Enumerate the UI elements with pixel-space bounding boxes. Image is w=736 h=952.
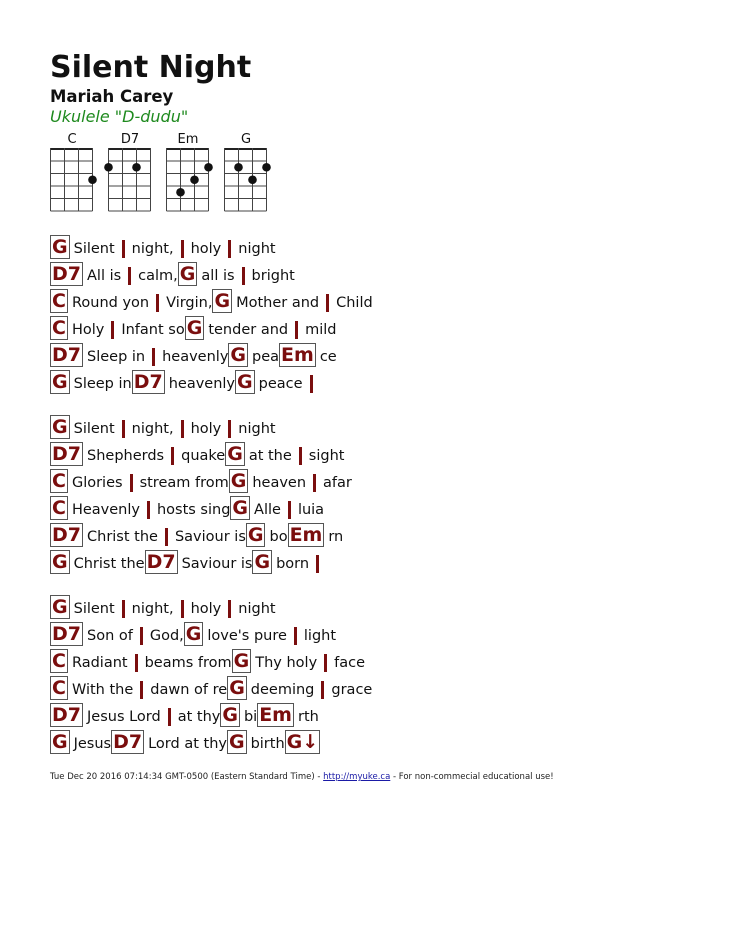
chord-symbol: G — [52, 731, 68, 753]
lyric-text: Infant so — [121, 322, 185, 338]
footer-note — [50, 772, 554, 782]
lyric-line — [50, 259, 373, 286]
chord-diagrams — [50, 132, 290, 214]
lyric-text: Holy — [71, 322, 105, 338]
lyric-line — [50, 466, 373, 493]
lyric-line — [50, 313, 373, 340]
lyric-text: Mother and — [236, 295, 320, 311]
lyric-text: With the — [71, 682, 134, 698]
lyric-segment — [221, 240, 275, 259]
chord-diagram-em — [166, 132, 210, 214]
lyric-segment — [252, 550, 309, 574]
lyric-segment — [50, 703, 161, 727]
lyric-line — [50, 547, 373, 574]
beat-bar — [299, 447, 302, 465]
lyric-segment — [174, 600, 222, 619]
beat-bar — [181, 240, 184, 258]
lyric-text: heavenly — [162, 349, 229, 365]
lyric-line — [50, 592, 373, 619]
lyric-segment — [50, 523, 158, 547]
lyric-text: Thy holy — [255, 655, 318, 671]
lyric-line — [50, 493, 373, 520]
lyric-segment — [164, 447, 225, 466]
fretboard-nut — [50, 148, 93, 150]
lyric-text: at thy — [177, 709, 221, 725]
chord-symbol: C — [52, 470, 66, 492]
lyric-text: Saviour is — [174, 529, 246, 545]
chord-symbol: G — [52, 371, 68, 393]
lyric-segment — [111, 730, 227, 754]
lyric-text: rn — [328, 529, 344, 545]
beat-bar — [128, 267, 131, 285]
beat-bar — [310, 375, 313, 393]
lyric-text: all is — [201, 268, 235, 284]
lyric-line — [50, 727, 373, 754]
lyric-text: bi — [243, 709, 258, 725]
strum-pattern: Ukulele "D-dudu" — [50, 107, 189, 126]
lyric-segment — [174, 420, 222, 439]
lyric-text: bright — [251, 268, 295, 284]
lyric-text: Sleep in — [73, 376, 132, 392]
lyric-text: deeming — [250, 682, 315, 698]
beat-bar — [324, 654, 327, 672]
lyric-line — [50, 646, 373, 673]
lyric-segment — [50, 415, 115, 439]
lyric-text: pea — [252, 349, 280, 365]
chord-diagram-c — [50, 132, 94, 214]
lyric-text: holy — [190, 601, 222, 617]
lyric-line — [50, 340, 373, 367]
lyric-text: Jesus — [73, 736, 112, 752]
beat-bar — [321, 681, 324, 699]
lyric-segment — [133, 627, 184, 646]
lyric-text: calm, — [138, 268, 178, 284]
footer-timestamp: Tue Dec 20 2016 07:14:34 GMT-0500 (Eastern Standard Time) - — [50, 772, 324, 782]
chord-symbol: D7 — [52, 704, 81, 726]
chord-symbol: G — [179, 263, 196, 285]
lyric-segment — [285, 730, 325, 754]
lyric-text: light — [303, 628, 337, 644]
lyric-text: dawn of re — [150, 682, 228, 698]
finger-dot — [176, 188, 185, 197]
lyric-line — [50, 700, 373, 727]
lyric-segment — [50, 343, 145, 367]
lyric-segment — [287, 627, 336, 646]
fretboard-nut — [224, 148, 267, 150]
beat-bar — [181, 600, 184, 618]
lyric-text: beams from — [144, 655, 232, 671]
finger-dot — [132, 163, 141, 172]
lyric-segment — [115, 240, 174, 259]
lyric-segment — [50, 262, 121, 286]
lyric-segment — [220, 703, 257, 727]
lyric-segment — [140, 501, 230, 520]
lyric-segment — [306, 474, 352, 493]
lyric-line — [50, 520, 373, 547]
lyrics-sheet — [50, 232, 373, 772]
chord-symbol: D7 — [133, 371, 163, 393]
chord-symbol: G — [233, 650, 250, 672]
chord-symbol: G — [228, 731, 245, 753]
lyric-segment — [221, 600, 275, 619]
lyric-segment — [104, 321, 184, 340]
lyric-segment — [281, 501, 324, 520]
beat-bar — [168, 708, 171, 726]
lyric-text: grace — [331, 682, 373, 698]
lyric-text: bo — [269, 529, 288, 545]
lyric-segment — [229, 469, 306, 493]
chord-symbol: D7 — [113, 731, 143, 753]
lyric-text: Alle — [254, 502, 281, 518]
finger-dot — [190, 175, 199, 184]
finger-dot — [248, 175, 257, 184]
chord-symbol: C — [52, 650, 66, 672]
chord-symbol: G — [230, 344, 247, 366]
lyric-segment — [132, 370, 235, 394]
lyric-text: quake — [181, 448, 226, 464]
chord-symbol: G — [229, 677, 245, 699]
footer-link[interactable]: http://myuke.ca — [323, 772, 391, 782]
lyric-line — [50, 619, 373, 646]
lyric-segment — [50, 370, 132, 394]
lyric-segment — [221, 420, 275, 439]
lyric-segment — [279, 343, 337, 367]
lyric-segment — [115, 600, 174, 619]
beat-bar — [181, 420, 184, 438]
beat-bar — [313, 474, 316, 492]
lyric-text: Jesus Lord — [87, 709, 161, 725]
lyric-segment — [50, 469, 123, 493]
lyric-line — [50, 673, 373, 700]
chord-diagram-g — [224, 132, 268, 214]
stanza — [50, 592, 373, 754]
lyric-text: Child — [336, 295, 373, 311]
lyric-text: Silent — [73, 241, 115, 257]
fretboard-nut — [108, 148, 151, 150]
lyric-text: holy — [190, 241, 222, 257]
finger-dot — [234, 163, 243, 172]
beat-bar — [165, 528, 168, 546]
lyric-line — [50, 439, 373, 466]
lyric-segment — [50, 622, 133, 646]
lyric-text: night — [238, 421, 276, 437]
lyric-segment — [50, 442, 164, 466]
chord-symbol: G — [214, 290, 231, 312]
song-artist: Mariah Carey — [50, 87, 174, 106]
lyric-text: ce — [319, 349, 337, 365]
lyric-text: heavenly — [168, 376, 236, 392]
chord-symbol: C — [52, 677, 66, 699]
lyric-segment — [158, 528, 246, 547]
stanza — [50, 232, 373, 394]
lyric-segment — [227, 676, 314, 700]
lyric-text: night, — [131, 421, 174, 437]
chord-symbol: G — [227, 443, 243, 465]
fretboard-grid — [224, 148, 268, 215]
lyric-text: Round yon — [71, 295, 150, 311]
chord-symbol: G — [52, 416, 68, 438]
lyric-segment — [314, 681, 372, 700]
finger-dot — [88, 175, 97, 184]
beat-bar — [228, 240, 231, 258]
lyric-segment — [246, 523, 288, 547]
lyric-segment — [319, 294, 373, 313]
beat-bar — [140, 627, 143, 645]
lyric-text: Son of — [87, 628, 133, 644]
lyric-segment — [50, 496, 140, 520]
lyric-text: Shepherds — [87, 448, 165, 464]
chord-diagram-d7 — [108, 132, 152, 214]
chord-diagram-label: Em — [177, 132, 199, 147]
chord-symbol: Em — [281, 344, 314, 366]
lyric-text: at the — [248, 448, 292, 464]
lyric-segment — [50, 289, 149, 313]
beat-bar — [295, 321, 298, 339]
lyric-text: rth — [297, 709, 319, 725]
beat-bar — [242, 267, 245, 285]
lyric-segment — [185, 316, 288, 340]
lyric-line — [50, 412, 373, 439]
finger-dot — [204, 163, 213, 172]
lyric-segment — [303, 376, 320, 394]
chord-symbol: G — [52, 551, 68, 573]
chord-symbol: C — [52, 290, 66, 312]
finger-dot — [262, 163, 271, 172]
chord-symbol: Em — [289, 524, 323, 546]
lyric-segment — [212, 289, 319, 313]
lyric-segment — [133, 681, 227, 700]
beat-bar — [228, 420, 231, 438]
chord-diagram-label: G — [240, 132, 252, 147]
lyric-text: born — [276, 556, 310, 572]
chord-symbol: D7 — [52, 344, 81, 366]
beat-bar — [288, 501, 291, 519]
lyric-text: night — [238, 241, 276, 257]
lyric-segment — [235, 370, 303, 394]
chord-symbol: G — [237, 371, 253, 393]
chord-symbol: Em — [259, 704, 292, 726]
lyric-text: holy — [190, 421, 222, 437]
lyric-segment — [184, 622, 287, 646]
lyric-segment — [50, 730, 111, 754]
chord-symbol: G — [232, 497, 249, 519]
lyric-segment — [123, 474, 229, 493]
lyric-segment — [50, 649, 128, 673]
lyric-text: luia — [297, 502, 325, 518]
lyric-segment — [50, 595, 115, 619]
chord-symbol: G↓ — [286, 731, 319, 753]
beat-bar — [147, 501, 150, 519]
chord-symbol: D7 — [52, 623, 81, 645]
chord-symbol: C — [52, 497, 66, 519]
lyric-text: tender and — [208, 322, 289, 338]
lyric-text: Sleep in — [87, 349, 146, 365]
lyric-segment — [161, 708, 221, 727]
fretboard-grid — [108, 148, 152, 215]
fretboard-nut — [166, 148, 209, 150]
beat-bar — [111, 321, 114, 339]
lyric-text: stream from — [139, 475, 229, 491]
finger-dot — [104, 163, 113, 172]
lyric-text: Saviour is — [181, 556, 253, 572]
lyric-text: Lord at thy — [148, 736, 227, 752]
beat-bar — [316, 555, 319, 573]
beat-bar — [130, 474, 133, 492]
beat-bar — [152, 348, 155, 366]
lyric-segment — [174, 240, 222, 259]
lyric-segment — [235, 267, 295, 286]
lyric-text: Christ the — [87, 529, 158, 545]
chord-symbol: D7 — [52, 443, 81, 465]
lyric-segment — [230, 496, 281, 520]
lyric-line — [50, 367, 373, 394]
chord-symbol: G — [230, 470, 247, 492]
lyric-segment — [145, 348, 228, 367]
lyric-segment — [288, 321, 336, 340]
lyric-segment — [121, 267, 178, 286]
chord-symbol: G — [247, 524, 264, 546]
chord-diagram-label: D7 — [120, 132, 140, 147]
beat-bar — [122, 240, 125, 258]
beat-bar — [228, 600, 231, 618]
beat-bar — [326, 294, 329, 312]
beat-bar — [135, 654, 138, 672]
chord-symbol: G — [52, 236, 68, 258]
beat-bar — [122, 600, 125, 618]
lyric-text: Christ the — [73, 556, 145, 572]
lyric-text: mild — [305, 322, 337, 338]
lyric-text: sight — [308, 448, 345, 464]
lyric-segment — [288, 523, 344, 547]
lyric-text: face — [334, 655, 366, 671]
lyric-segment — [50, 316, 104, 340]
lyric-text: All is — [87, 268, 122, 284]
chord-symbol: G — [254, 551, 271, 573]
lyric-segment — [128, 654, 232, 673]
lyric-segment — [257, 703, 319, 727]
chord-symbol: C — [52, 317, 66, 339]
lyric-segment — [178, 262, 235, 286]
lyric-segment — [225, 442, 292, 466]
footer-license: - For non-commecial educational use! — [390, 772, 554, 782]
chord-symbol: D7 — [146, 551, 176, 573]
lyric-text: Silent — [73, 421, 115, 437]
chord-symbol: G — [222, 704, 238, 726]
chord-symbol: G — [186, 317, 203, 339]
lyric-segment — [50, 676, 133, 700]
lyric-segment — [232, 649, 318, 673]
lyric-text: night, — [131, 601, 174, 617]
lyric-text: love's pure — [207, 628, 287, 644]
lyric-segment — [317, 654, 365, 673]
beat-bar — [171, 447, 174, 465]
beat-bar — [294, 627, 297, 645]
lyric-text: Virgin, — [166, 295, 213, 311]
lyric-segment — [292, 447, 345, 466]
chord-symbol: D7 — [52, 524, 81, 546]
lyric-text: heaven — [252, 475, 307, 491]
lyric-segment — [228, 343, 279, 367]
stanza — [50, 412, 373, 574]
lyric-segment — [115, 420, 174, 439]
lyric-segment — [145, 550, 253, 574]
chord-diagram-label: C — [67, 132, 77, 147]
lyric-text: afar — [323, 475, 352, 491]
beat-bar — [156, 294, 159, 312]
lyric-text: Glories — [71, 475, 123, 491]
lyric-text: night, — [131, 241, 174, 257]
lyric-text: hosts sing — [156, 502, 231, 518]
song-title: Silent Night — [50, 50, 252, 85]
lyric-text: birth — [250, 736, 285, 752]
lyric-segment — [309, 556, 326, 574]
lyric-text: Silent — [73, 601, 115, 617]
lyric-segment — [149, 294, 212, 313]
lyric-text: Heavenly — [71, 502, 140, 518]
fretboard-grid — [50, 148, 94, 215]
lyric-text: Radiant — [71, 655, 128, 671]
lyric-segment — [50, 550, 145, 574]
fretboard-grid — [166, 148, 210, 215]
lyric-text: peace — [258, 376, 303, 392]
lyric-text: night — [238, 601, 276, 617]
lyric-segment — [50, 235, 115, 259]
chord-symbol: D7 — [52, 263, 81, 285]
chord-symbol: G — [185, 623, 202, 645]
lyric-line — [50, 286, 373, 313]
beat-bar — [140, 681, 143, 699]
lyric-line — [50, 232, 373, 259]
chord-symbol: G — [52, 596, 68, 618]
beat-bar — [122, 420, 125, 438]
lyric-segment — [227, 730, 285, 754]
lyric-text: God, — [149, 628, 184, 644]
